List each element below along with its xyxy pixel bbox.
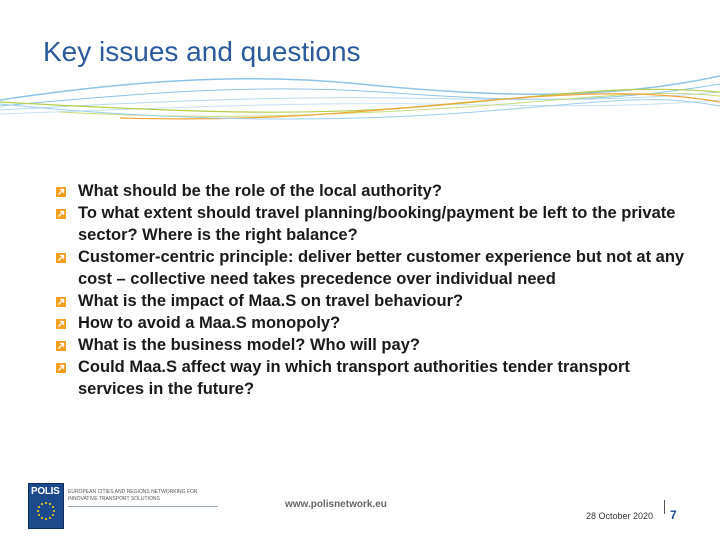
bullet-item <box>56 312 696 334</box>
bullet-text: Customer-centric principle: deliver better customer experience but not at any cost – collective need takes precedence over individual need <box>78 248 685 288</box>
decorative-waves <box>0 62 720 132</box>
bullet-list <box>56 180 696 400</box>
bullet-item <box>56 356 696 400</box>
bullet-text: What is the business model? Who will pay? <box>78 336 420 354</box>
polis-tagline: EUROPEAN CITIES AND REGIONS NETWORKING FOR INNOVATIVE TRANSPORT SOLUTIONS <box>68 489 218 507</box>
bullet-item <box>56 290 696 312</box>
page-separator <box>664 500 665 514</box>
diagonal-arrow-icon <box>56 187 66 197</box>
polis-logo-text: POLIS <box>31 486 60 497</box>
diagonal-arrow-icon <box>56 341 66 351</box>
bullet-item <box>56 246 696 290</box>
diagonal-arrow-icon <box>56 319 66 329</box>
bullet-item <box>56 180 696 202</box>
bullet-text: Could Maa.S affect way in which transport authorities tender transport services in the future? <box>78 358 630 398</box>
diagonal-arrow-icon <box>56 209 66 219</box>
bullet-item <box>56 334 696 356</box>
bullet-item <box>56 202 696 246</box>
bullet-text: What is the impact of Maa.S on travel behaviour? <box>78 292 464 310</box>
diagonal-arrow-icon <box>56 363 66 373</box>
slide-title: Key issues and questions <box>43 36 361 67</box>
eu-flag-icon <box>35 500 57 522</box>
bullet-text: What should be the role of the local authority? <box>78 182 442 200</box>
diagonal-arrow-icon <box>56 297 66 307</box>
bullet-text: How to avoid a Maa.S monopoly? <box>78 314 341 332</box>
slide-date: 28 October 2020 <box>586 511 654 521</box>
polis-logo-box <box>28 483 64 529</box>
page-number: 7 <box>670 508 677 522</box>
bullet-text: To what extent should travel planning/booking/payment be left to the private sector? Where is the right balance? <box>78 204 676 244</box>
website-link[interactable]: www.polisnetwork.eu <box>285 499 387 510</box>
diagonal-arrow-icon <box>56 253 66 263</box>
